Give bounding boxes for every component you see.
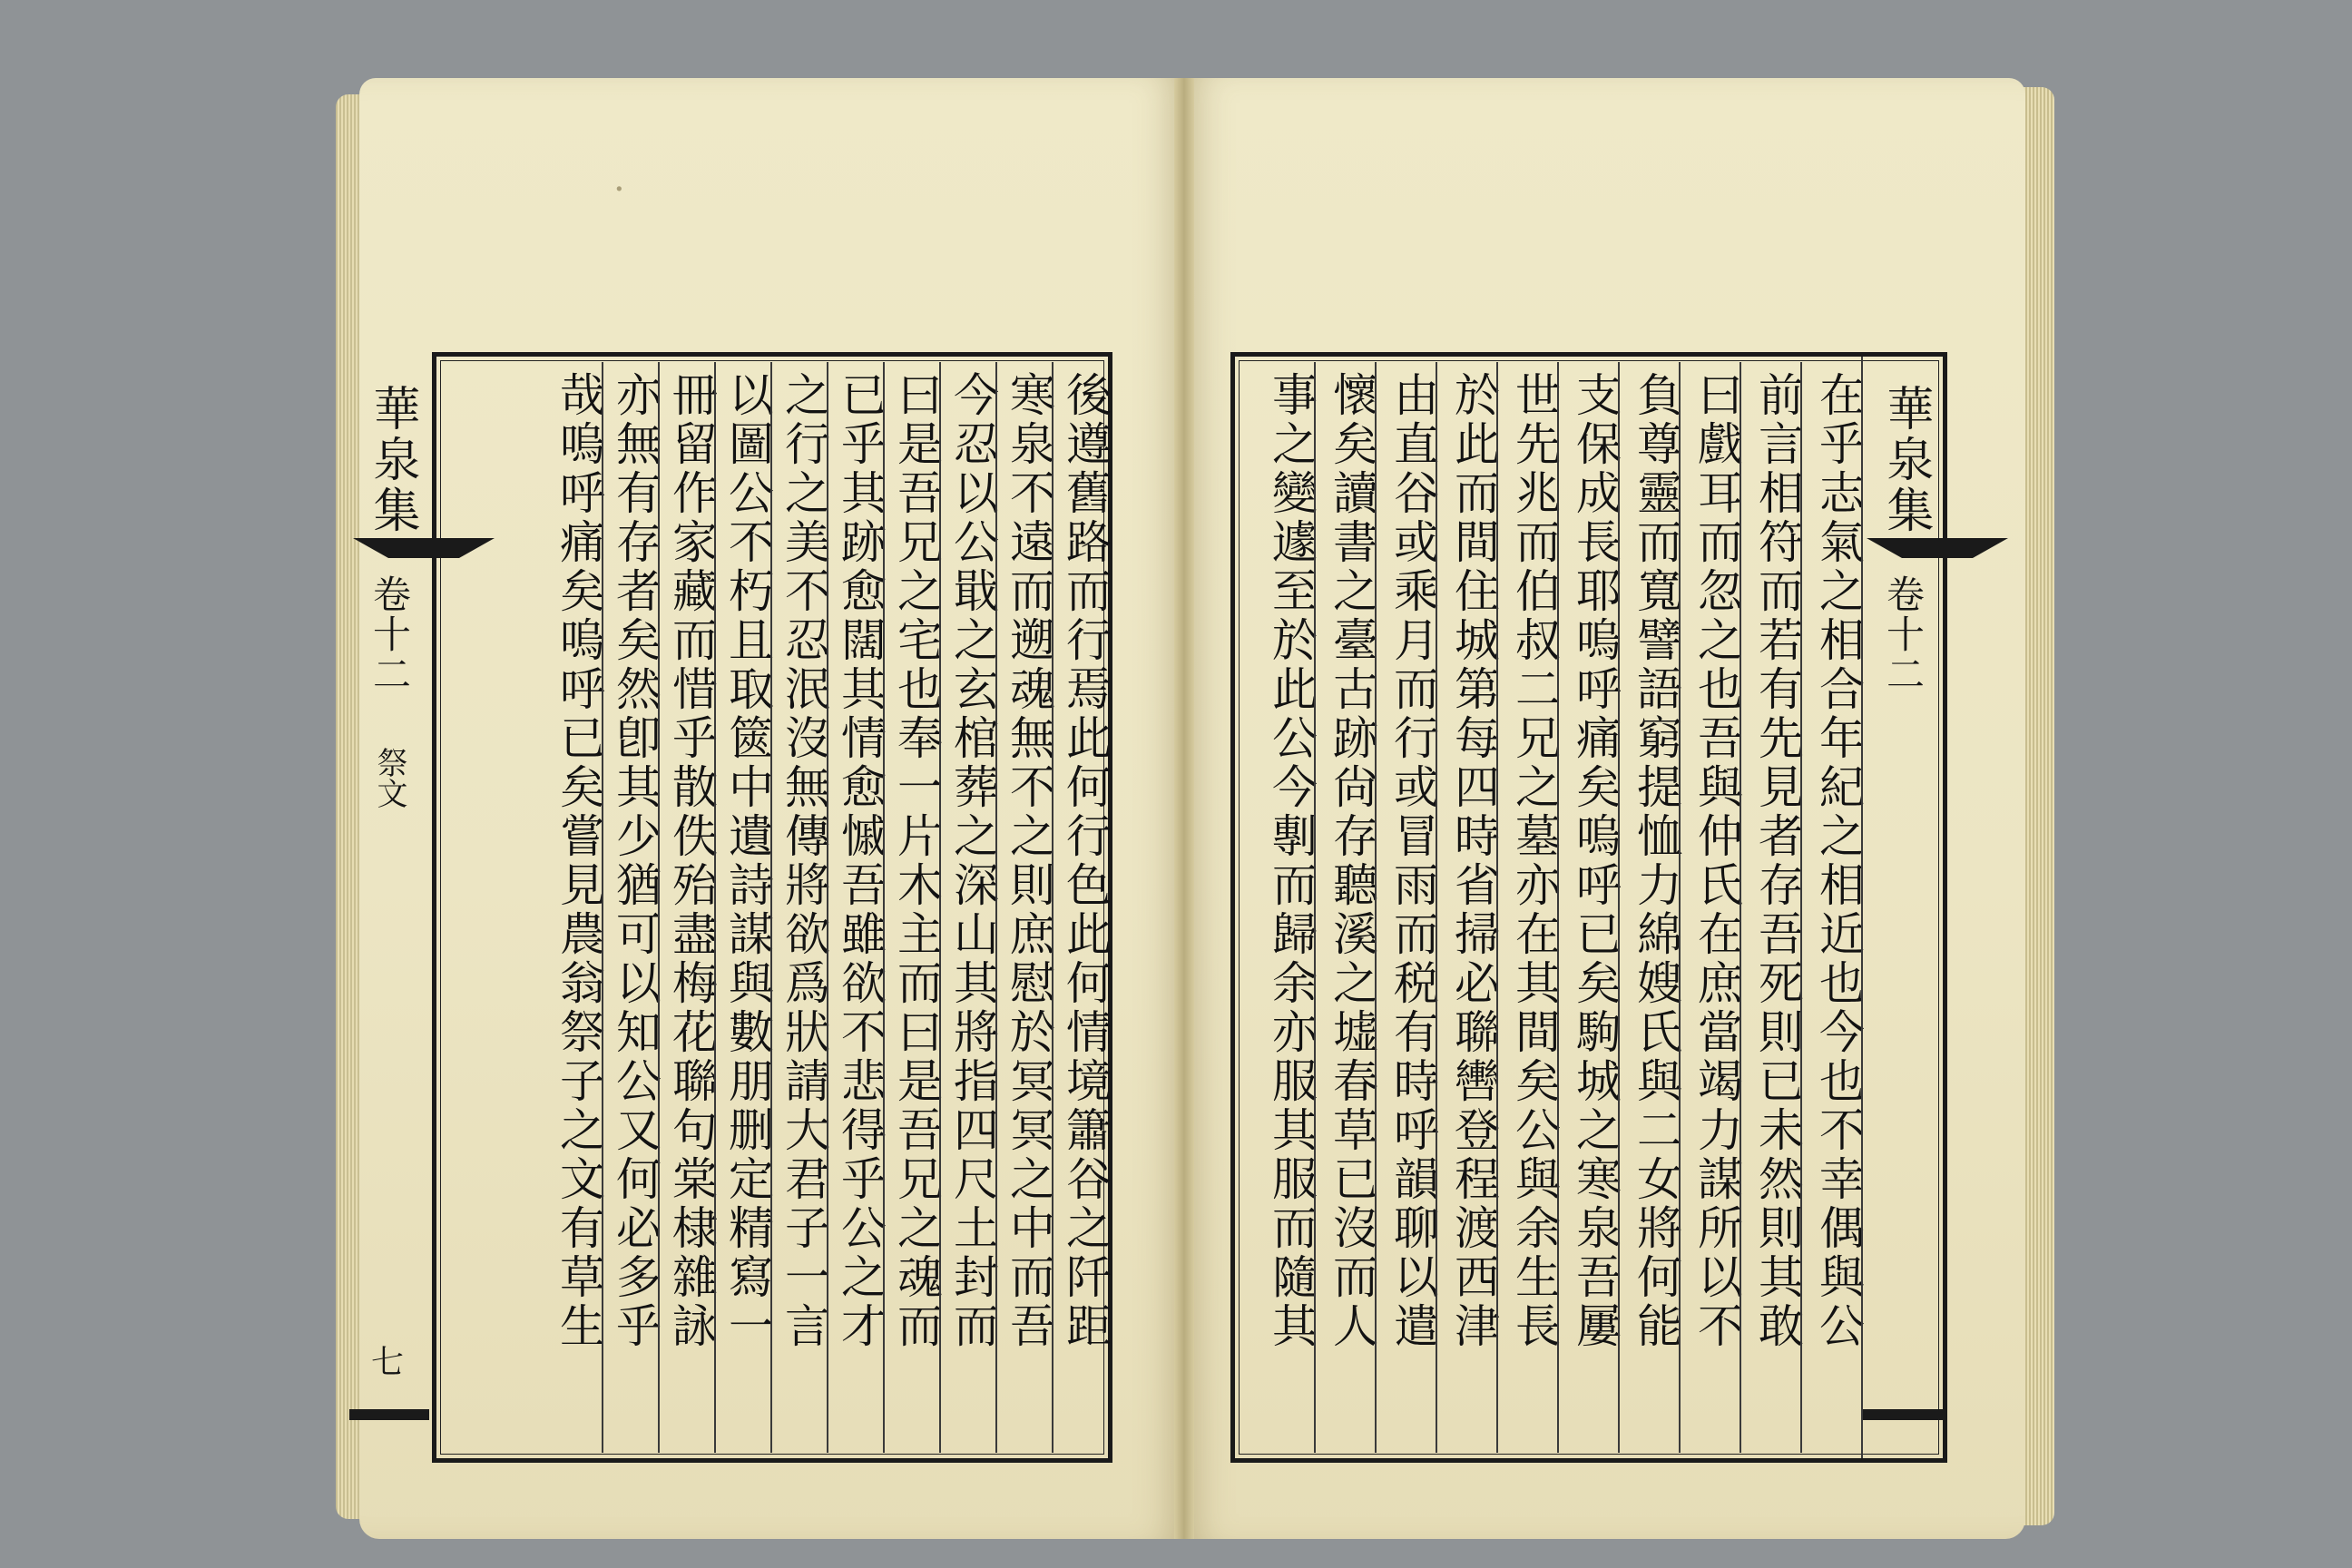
text-column: 冊留作家藏而惜乎散佚殆盡梅花聯句棠棣雜詠 — [658, 362, 714, 1453]
left-page — [359, 78, 1181, 1539]
text-column: 事之變遽至於此公今剸而歸余亦服其服而隨其 — [1265, 371, 1318, 1351]
book-gutter — [1174, 78, 1194, 1539]
banxin-page-number: 七 — [371, 1344, 405, 1381]
banxin-section: 祭文 — [371, 747, 407, 808]
text-column: 之行之美不忍泯沒無傳將欲爲狀請大君子一言 — [770, 362, 827, 1453]
text-column: 亦無有存者矣然卽其少猶可以知公又何必多乎 — [602, 362, 658, 1453]
text-column: 已乎其跡愈闊其情愈慽吾雖欲不悲得乎公之才 — [827, 362, 883, 1453]
right-page — [1187, 78, 2025, 1539]
text-column: 今忍以公戢之玄棺葬之深山其將指四尺土封而 — [939, 362, 995, 1453]
text-column: 曰戲耳而忽之也吾與仲氏在庶當竭力謀所以不 — [1679, 362, 1740, 1453]
banxin-title: 華泉集 — [1878, 384, 1933, 536]
text-column: 負尊靈而寬譬語窮提恤力綿嫂氏與二女將何能 — [1618, 362, 1679, 1453]
banxin-lower-bar — [349, 1409, 429, 1420]
text-column: 後遵舊路而行焉此何行色此何情境簫谷之阡距 — [1052, 362, 1108, 1453]
right-text-columns — [1260, 362, 1865, 1453]
banxin-volume: 卷十二 — [1881, 574, 1926, 694]
left-text-frame — [365, 352, 1112, 1463]
paper-stain: · — [613, 169, 625, 211]
text-column: 支保成長耶嗚呼痛矣嗚呼已矣駒城之寒泉吾屢 — [1557, 362, 1618, 1453]
text-column: 世先兆而伯叔二兄之墓亦在其間矣公與余生長 — [1496, 362, 1557, 1453]
fish-tail-icon — [353, 538, 495, 558]
open-book — [343, 78, 2042, 1539]
left-banxin — [349, 357, 429, 1458]
left-text-columns — [464, 362, 1112, 1453]
fish-tail-icon — [1867, 538, 2008, 558]
text-column: 以圖公不朽且取篋中遺詩謀與數朋删定精寫一 — [714, 362, 770, 1453]
banxin-volume: 卷十二 — [368, 574, 412, 694]
text-column: 寒泉不遠而遡魂無不之則庶慰於冥冥之中而吾 — [995, 362, 1052, 1453]
banxin-title: 華泉集 — [365, 384, 419, 536]
text-column: 在乎志氣之相合年紀之相近也今也不幸偶與公 — [1800, 362, 1861, 1453]
right-banxin — [1861, 357, 1943, 1458]
banxin-lower-bar — [1863, 1409, 1943, 1420]
text-column: 曰是吾兄之宅也奉一片木主而曰是吾兄之魂而 — [883, 362, 939, 1453]
text-column: 懷矣讀書之臺古跡尙存聽溪之墟春草已沒而人 — [1314, 362, 1375, 1453]
text-column: 哉嗚呼痛矣嗚呼已矣嘗見農翁祭子之文有草生 — [553, 371, 605, 1351]
text-column: 於此而間住城第每四時省掃必聯轡登程渡西津 — [1436, 362, 1496, 1453]
right-text-frame — [1230, 352, 1947, 1463]
text-column: 前言相符而若有先見者存吾死則已未然則其敢 — [1740, 362, 1800, 1453]
text-column: 由直谷或乘月而行或冒雨而税有時呼韻聊以遣 — [1375, 362, 1436, 1453]
